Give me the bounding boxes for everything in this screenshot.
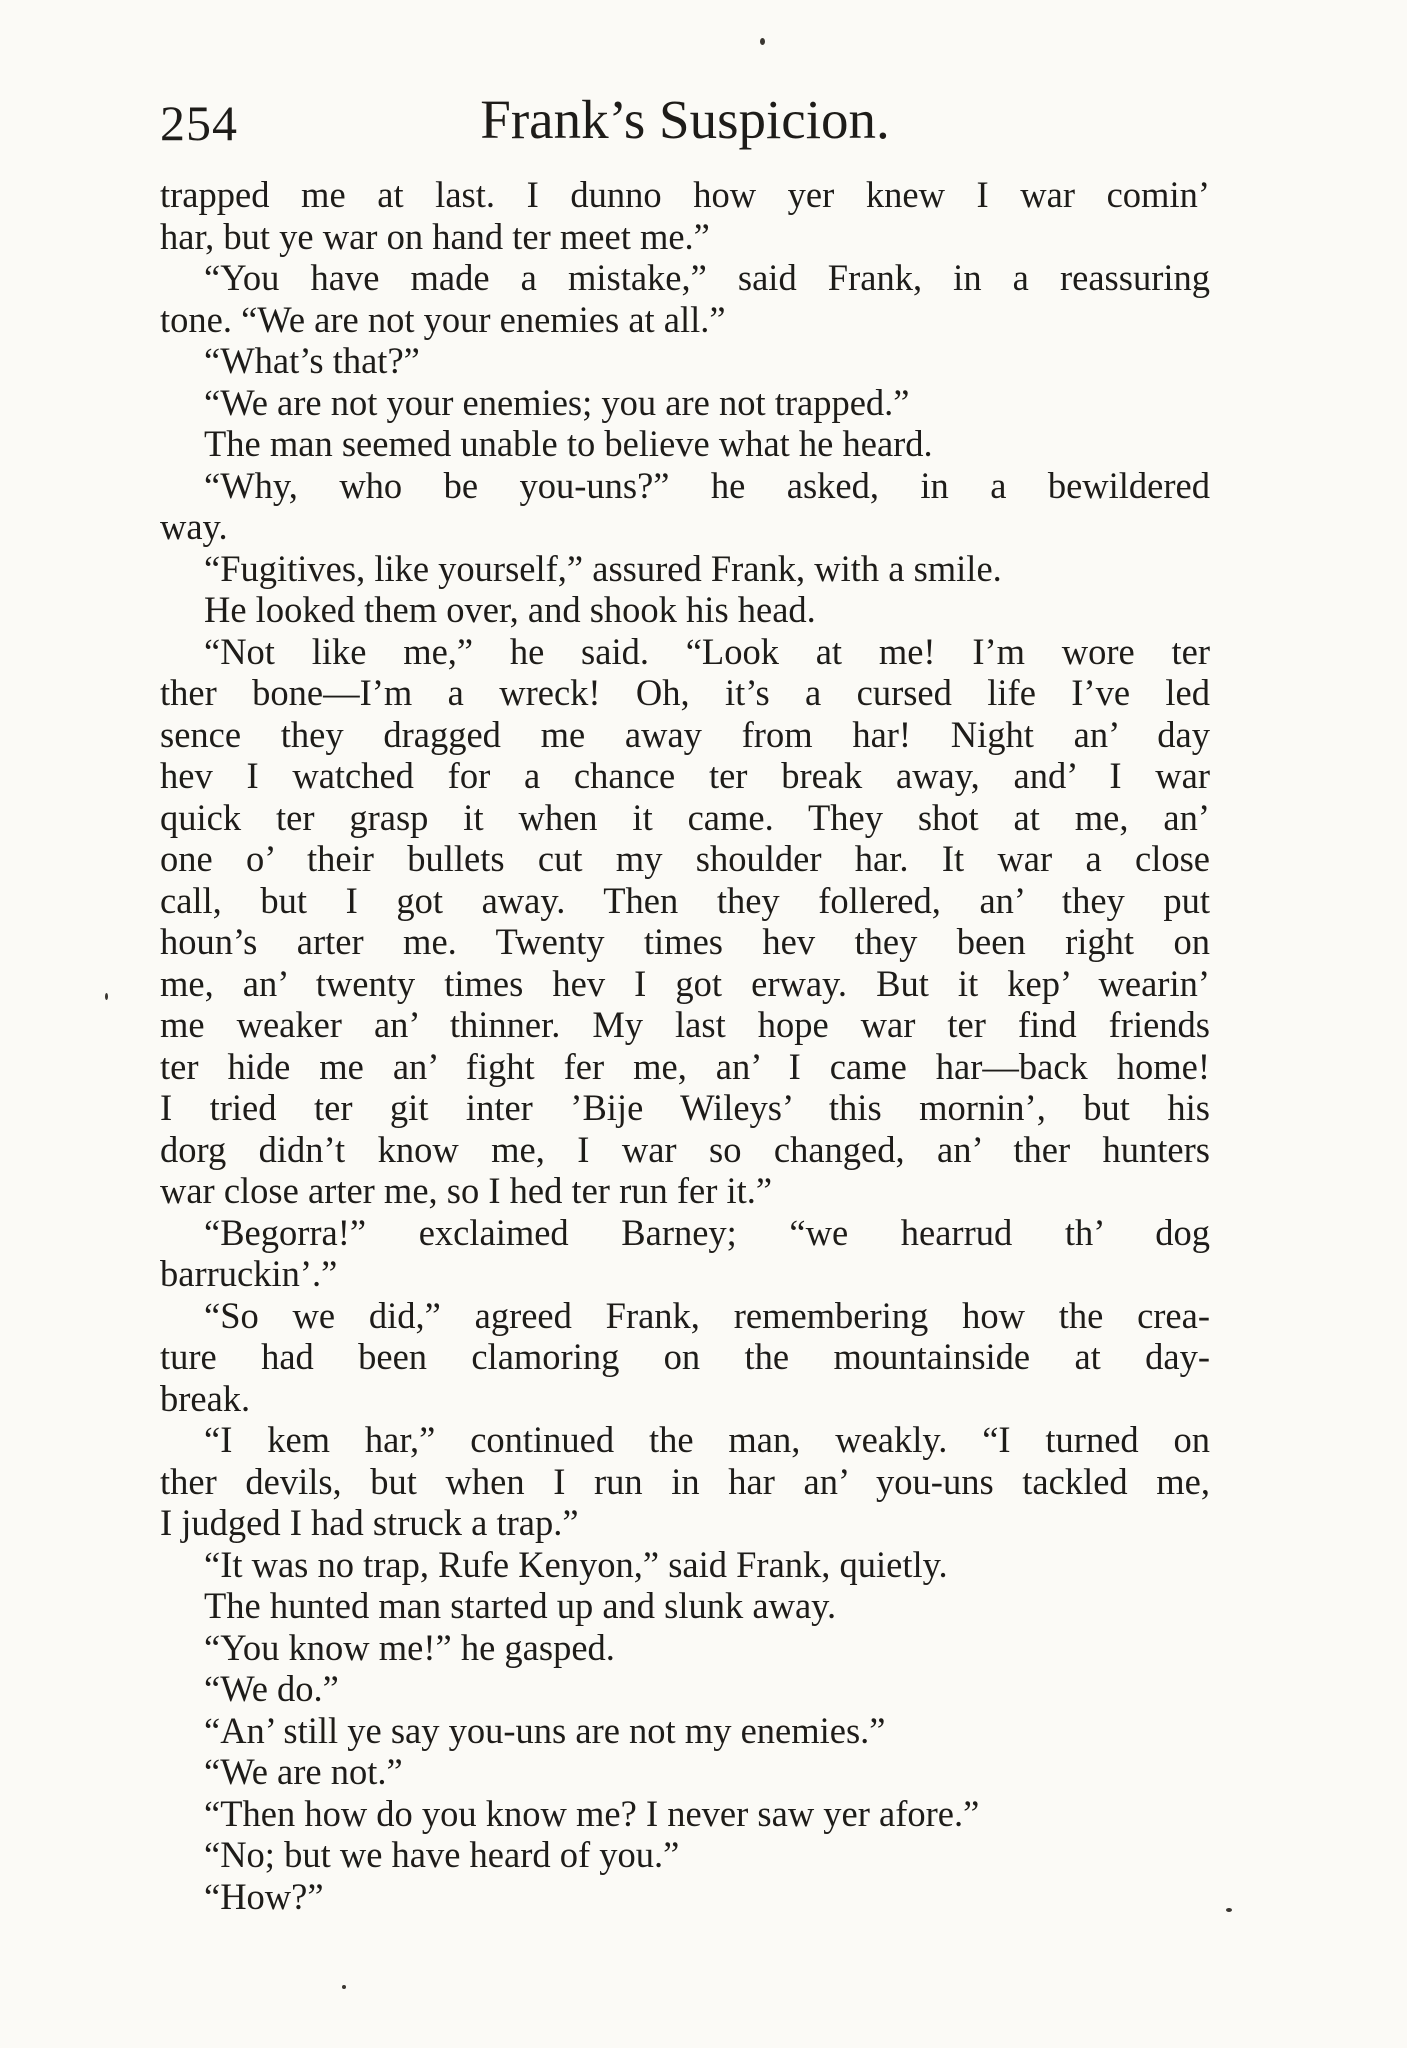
text-line: “Then how do you know me? I never saw yer afore.”	[204, 1792, 980, 1834]
book-page	[160, 88, 1210, 1917]
text-line: I tried ter git inter ’Bije Wileys’ this mornin’, but his	[160, 1087, 1210, 1128]
text-line: “How?”	[204, 1875, 324, 1917]
text-line: “An’ still ye say you-uns are not my enemies.”	[204, 1709, 886, 1751]
print-speck	[1226, 1908, 1232, 1912]
text-line: ter hide me an’ fight fer me, an’ I came har—back home!	[160, 1045, 1210, 1087]
text-line: har, but ye war on hand ter meet me.”	[160, 215, 710, 257]
text-line: “Fugitives, like yourself,” assured Frank, with a smile.	[204, 547, 1002, 589]
text-line: “You have made a mistake,” said Frank, in a reassuring	[204, 257, 1210, 298]
print-speck	[342, 1985, 346, 1989]
text-line: dorg didn’t know me, I war so changed, an’ ther hunters	[160, 1128, 1210, 1170]
text-line: “I kem har,” continued the man, weakly. “I turned on	[204, 1419, 1210, 1460]
text-line: hev I watched for a chance ter break away, and’ I war	[160, 755, 1210, 796]
text-line: one o’ their bullets cut my shoulder har. It war a close	[160, 838, 1210, 879]
text-line: tone. “We are not your enemies at all.”	[160, 298, 726, 340]
text-line: sence they dragged me away from har! Night an’ day	[160, 713, 1210, 755]
text-line: “No; but we have heard of you.”	[204, 1834, 680, 1875]
page-header	[160, 88, 1210, 168]
text-line: “We are not.”	[204, 1751, 403, 1792]
text-line: “So we did,” agreed Frank, remembering how the crea-	[204, 1294, 1210, 1336]
text-line: quick ter grasp it when it came. They shot at me, an’	[160, 796, 1210, 838]
text-line: “Begorra!” exclaimed Barney; “we hearrud th’ dog	[204, 1211, 1210, 1253]
text-line: break.	[160, 1377, 251, 1419]
text-line: ture had been clamoring on the mountainside at day-	[160, 1336, 1210, 1377]
running-title: Frank’s Suspicion.	[480, 89, 890, 150]
text-line: “We do.”	[204, 1668, 339, 1709]
text-line: way.	[160, 506, 228, 547]
text-line: “What’s that?”	[204, 340, 420, 381]
text-line: ther bone—I’m a wreck! Oh, it’s a cursed life I’ve led	[160, 672, 1210, 713]
print-speck	[105, 993, 108, 1000]
text-line: barruckin’.”	[160, 1253, 338, 1294]
text-line: trapped me at last. I dunno how yer knew I war comin’	[160, 174, 1210, 215]
text-line: I judged I had struck a trap.”	[160, 1502, 579, 1543]
body-text	[160, 174, 1210, 1917]
text-line: call, but I got away. Then they follered, an’ they put	[160, 879, 1210, 921]
text-line: The man seemed unable to believe what he heard.	[204, 423, 933, 464]
text-line: me weaker an’ thinner. My last hope war ter find friends	[160, 1004, 1210, 1045]
text-line: “Why, who be you-uns?” he asked, in a bewildered	[204, 464, 1210, 506]
text-line: “Not like me,” he said. “Look at me! I’m wore ter	[204, 630, 1210, 672]
text-line: “It was no trap, Rufe Kenyon,” said Frank, quietly.	[204, 1543, 948, 1585]
print-speck	[760, 38, 765, 45]
text-line: He looked them over, and shook his head.	[204, 589, 816, 630]
text-line: The hunted man started up and slunk away.	[204, 1585, 837, 1626]
page-number: 254	[160, 95, 238, 151]
text-line: ther devils, but when I run in har an’ you-uns tackled me,	[160, 1460, 1210, 1502]
text-line: “You know me!” he gasped.	[204, 1626, 615, 1668]
text-line: me, an’ twenty times hev I got erway. But it kep’ wearin’	[160, 962, 1210, 1004]
text-line: houn’s arter me. Twenty times hev they been right on	[160, 921, 1210, 962]
text-line: “We are not your enemies; you are not trapped.”	[204, 381, 910, 423]
text-line: war close arter me, so I hed ter run fer it.”	[160, 1170, 773, 1211]
